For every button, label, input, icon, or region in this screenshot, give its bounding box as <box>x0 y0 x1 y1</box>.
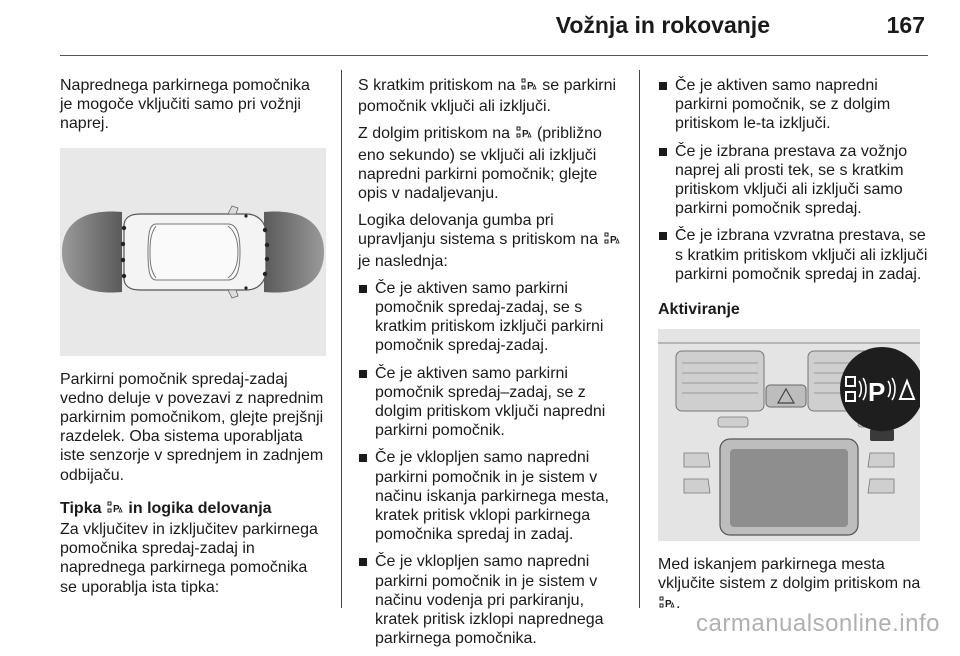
section-heading: Tipka P in logika delovanja <box>60 499 326 520</box>
parking-assist-icon <box>604 232 620 251</box>
intro-text: Naprednega parkirnega pomočnika je mogoče vključiti samo pri vožnji naprej. <box>60 77 310 133</box>
parking-assist-icon <box>521 78 537 97</box>
svg-text:P: P <box>665 598 672 610</box>
column-2 <box>358 76 626 656</box>
svg-text:P: P <box>868 377 886 408</box>
column-divider <box>639 70 640 608</box>
description-text: Parkirni pomočnik spredaj-zadaj vedno deluje v povezavi z naprednim parkirnim pomočnikom, glejte prejšnji razdelek. Oba sistema uporabljata iste senzorje v sprednjem in zadnjem odbijaču. <box>60 370 324 484</box>
svg-text:P: P <box>609 235 617 247</box>
svg-text:P: P <box>521 129 529 141</box>
section-heading: Aktiviranje <box>658 301 740 319</box>
column-1 <box>60 76 326 605</box>
list-item: Če je vklopljen samo napredni parkirni pomočnik in je sistem v načinu vodenja pri parkiranju, kratek pritisk izklopi naprednega parkirnega pomočnika. <box>358 552 626 648</box>
description-text: Med iskanjem parkirnega mesta vključite sistem z dolgim pritiskom na P . <box>658 555 930 615</box>
list-item: Če je aktiven samo napredni parkirni pomočnik, se z dolgim pritiskom le-ta izključi. <box>658 76 930 134</box>
description-text: Za vključitev in izključitev parkirnega pomočnika spredaj-zadaj in naprednega parkirnega pomočnika se uporablja ista tipka: <box>60 521 318 596</box>
description-text: Z dolgim pritiskom na P (približno eno sekundo) se vključi ali izključi napredni parkirni pomočnik; glejte opis v nadaljevanju. <box>358 125 602 203</box>
parking-assist-icon <box>516 126 532 145</box>
header-divider <box>60 55 928 56</box>
parking-assist-icon <box>107 501 123 520</box>
column-3 <box>658 76 930 623</box>
parking-sensor-illustration <box>60 148 326 356</box>
bullet-list <box>358 279 626 649</box>
column-divider <box>341 70 342 608</box>
list-item: Če je aktiven samo parkirni pomočnik spredaj–zadaj, se z dolgim pritiskom vključi napredni parkirni pomočnik. <box>358 364 626 441</box>
list-item: Če je izbrana vzvratna prestava, se s kratkim pritiskom vključi ali izključi parkirni pomočnik spredaj in zadaj. <box>658 226 930 284</box>
list-item: Če je aktiven samo parkirni pomočnik spredaj-zadaj, se s kratkim pritiskom izključi parkirni pomočnik spredaj-zadaj. <box>358 279 626 356</box>
description-text: Logika delovanja gumba pri upravljanju sistema s pritiskom na P je naslednja: <box>358 211 626 271</box>
header-title: Vožnja in rokovanje <box>555 12 770 38</box>
description-text: S kratkim pritiskom na P se parkirni pomočnik vključi ali izključi. <box>358 77 617 116</box>
list-item: Če je izbrana prestava za vožnjo naprej ali prosti tek, se s kratkim pritiskom vključi ali izključi samo parkirni pomočnik spredaj. <box>658 142 930 219</box>
svg-text:P: P <box>112 503 120 515</box>
page-number: 167 <box>886 12 925 38</box>
dashboard-illustration <box>658 329 920 541</box>
svg-text:P: P <box>526 81 534 92</box>
watermark: carmanualsonline.info <box>696 610 940 637</box>
list-item: Če je vklopljen samo napredni parkirni pomočnik in je sistem v načinu iskanja parkirnega mesta, kratek pritisk vklopi parkirnega pomočnika spredaj in zadaj. <box>358 448 626 544</box>
bullet-list <box>658 76 930 284</box>
